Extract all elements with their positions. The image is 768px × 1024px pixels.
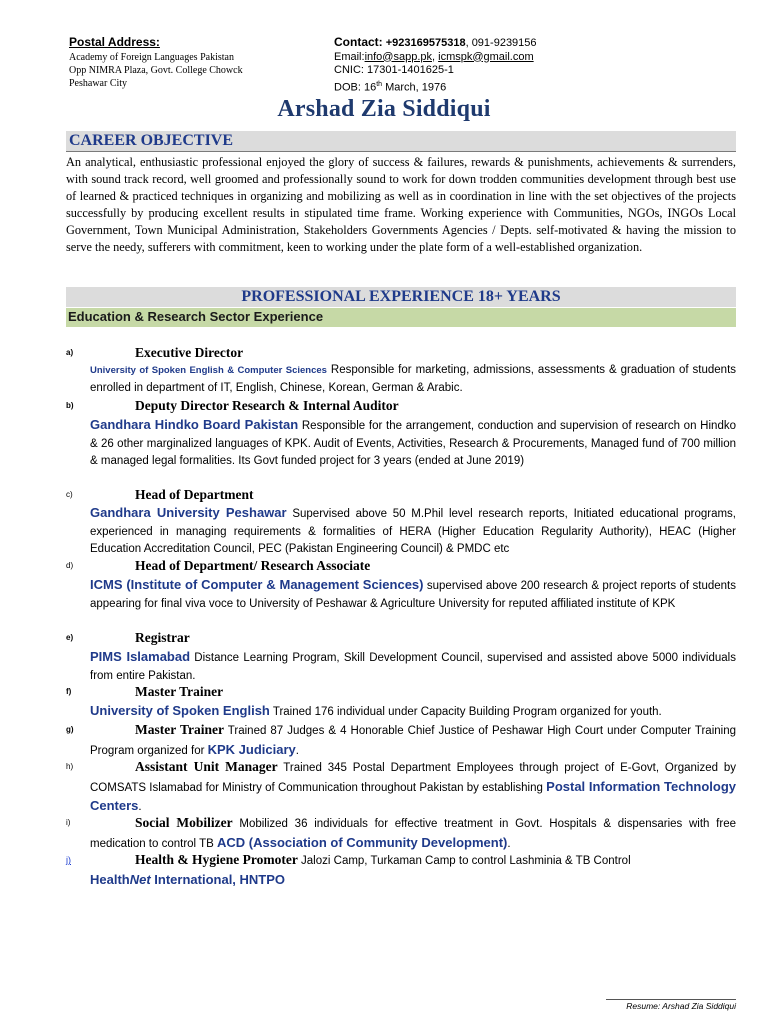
career-objective-title: CAREER OBJECTIVE bbox=[69, 132, 234, 149]
contact-label: Contact: bbox=[334, 35, 383, 49]
career-objective-text: An analytical, enthusiastic professional enjoyed the glory of success & failures, rewards & punishments, achievements & surrenders, with sound track record, well groomed and professionally sound to work for down trodden communities development through best use of learned & practiced techniques in organizing and mobilizing as well as in coordination in line with the set objectives of the projects successfully by producing excellent results in stipulated time frame. Working experience with Communities, NGOs, INGOs Local Government, Town Municipal Administration, Stakeholders Governments Agencies / Depts. self-motivated & having the mission to serve the needy, sufferers with commitment, keen to working under the plate form of a well-established organization. bbox=[66, 155, 736, 254]
entry-marker[interactable]: j) bbox=[66, 855, 71, 865]
entry-description-end: . bbox=[138, 801, 142, 813]
entry-body bbox=[90, 721, 736, 760]
entry-title: Master Trainer bbox=[135, 684, 224, 699]
dob-suffix: March, 1976 bbox=[382, 81, 447, 94]
entry-marker: g) bbox=[66, 725, 74, 734]
postal-line: Peshawar City bbox=[69, 78, 128, 89]
entry-title: Assistant Unit Manager bbox=[135, 759, 278, 774]
entry-organization: ACD (Association of Community Development) bbox=[217, 834, 508, 850]
entry-description: Responsible for the arrangement, conduction and supervision of research on Hindko & 26 other marginalized languages of KPK. Audit of Events, Activities, Research & Procurements, Managed fund of 700 million & managed legal formalities. Its Govt funded project for 3 years (ended at June 2019) bbox=[90, 420, 736, 467]
entry-description: Mobilized 36 individuals for effective treatment in Govt. Hospitals & dispensaries with free medication to control TB bbox=[90, 818, 736, 850]
career-objective-bar bbox=[66, 131, 736, 152]
entry-description-end: . bbox=[507, 837, 511, 850]
phone-primary: +923169575318 bbox=[385, 37, 466, 49]
entry-title: Master Trainer bbox=[135, 722, 224, 737]
contact-block bbox=[334, 36, 754, 95]
org-part-net: Net bbox=[129, 871, 151, 887]
entry-organization bbox=[90, 872, 285, 887]
entry-description: supervised above 200 research & project reports of students appearing for final viva voce to University of Peshawar & Agriculture University for reputed affiliated institute of KPK bbox=[90, 580, 736, 610]
email-separator: , bbox=[432, 50, 439, 63]
entry-description: Supervised above 50 M.Phil level research reports, Initiated educational programs, experienced in managing requirements & formalities of HERA (Higher Education Regularity Authority), HEAC (Higher Education Accreditation Council, PEC (Pakistan Engineering Council) & PMDC etc bbox=[90, 508, 736, 555]
entry-organization: Gandhara University Peshawar bbox=[90, 505, 287, 520]
entry-organization: KPK Judiciary bbox=[207, 741, 296, 757]
entry-title: Health & Hygiene Promoter bbox=[135, 852, 298, 867]
entry-description: Trained 87 Judges & 4 Honorable Chief Justice of Peshawar High Court under Computer Training Program organized for bbox=[90, 725, 736, 757]
phone-secondary: , 091-9239156 bbox=[465, 37, 537, 49]
entry-marker: i) bbox=[66, 818, 71, 827]
entry-title: Registrar bbox=[135, 630, 190, 645]
dob-sup: th bbox=[376, 80, 383, 88]
entry-marker: d) bbox=[66, 561, 74, 570]
entry-description: Distance Learning Program, Skill Development Council, supervised and assisted above 5000 individuals from entire Pakistan. bbox=[90, 652, 736, 682]
org-part-health: Health bbox=[90, 871, 130, 887]
email-link-1[interactable]: info@sapp.pk bbox=[364, 50, 432, 63]
entry-organization: University of Spoken English bbox=[90, 703, 270, 718]
email-link-2[interactable]: icmspk@gmail.com bbox=[438, 50, 534, 63]
entry-body bbox=[90, 504, 736, 559]
email-label: Email: bbox=[334, 50, 365, 63]
entry-description-end: . bbox=[295, 744, 299, 757]
postal-address-block bbox=[69, 36, 329, 90]
entry-organization: PIMS Islamabad bbox=[90, 649, 191, 664]
entry-marker: a) bbox=[66, 348, 74, 357]
entry-body bbox=[90, 416, 736, 471]
entry-body bbox=[90, 814, 736, 853]
postal-address-label: Postal Address: bbox=[69, 35, 160, 49]
entry-title: Head of Department bbox=[135, 487, 254, 502]
entry-title: Executive Director bbox=[135, 345, 244, 360]
entry-body bbox=[90, 648, 736, 685]
entry-body bbox=[90, 758, 736, 817]
entry-description: Jalozi Camp, Turkaman Camp to control Lashminia & TB Control bbox=[297, 855, 631, 867]
entry-body bbox=[90, 576, 736, 613]
entry-marker: c) bbox=[66, 490, 73, 499]
entry-marker: f) bbox=[66, 687, 72, 696]
experience-heading-bar bbox=[66, 287, 736, 307]
dob-prefix: DOB: 16 bbox=[334, 81, 377, 94]
postal-line: Academy of Foreign Languages Pakistan bbox=[69, 52, 234, 63]
entry-organization: University of Spoken English & Computer Sciences bbox=[90, 365, 327, 376]
entry-description: Trained 176 individual under Capacity Building Program organized for youth. bbox=[269, 706, 662, 718]
candidate-name: Arshad Zia Siddiqui bbox=[277, 96, 491, 122]
sector-heading: Education & Research Sector Experience bbox=[68, 309, 324, 324]
entry-title: Head of Department/ Research Associate bbox=[135, 558, 371, 573]
dob-line bbox=[334, 78, 754, 95]
entry-organization: ICMS (Institute of Computer & Management Sciences) bbox=[90, 577, 424, 592]
cnic-line: CNIC: 17301-1401625-1 bbox=[334, 64, 454, 76]
entry-description: Trained 345 Postal Department Employees through project of E-Govt, Organized by COMSATS Islamabad for Ministry of Communication throughout Pakistan by establishing bbox=[90, 762, 736, 794]
entry-body bbox=[90, 702, 736, 722]
entry-marker: b) bbox=[66, 401, 74, 410]
entry-title: Social Mobilizer bbox=[135, 815, 233, 830]
entry-title: Deputy Director Research & Internal Auditor bbox=[135, 398, 399, 413]
experience-heading: PROFESSIONAL EXPERIENCE 18+ YEARS bbox=[241, 288, 561, 305]
contact-phone-line bbox=[334, 36, 754, 51]
entry-marker: e) bbox=[66, 633, 74, 642]
entry-body bbox=[90, 851, 736, 890]
entry-marker: h) bbox=[66, 762, 74, 771]
postal-line: Opp NIMRA Plaza, Govt. College Chowck bbox=[69, 65, 243, 76]
entry-description: Responsible for marketing, admissions, assessments & graduation of students enrolled in department of IT, English, Chinese, Korean, German & Arabic. bbox=[90, 364, 737, 394]
entry-body bbox=[90, 362, 736, 397]
entry-organization: Postal Information Technology Centers bbox=[90, 778, 736, 813]
org-part-international: International, HNTPO bbox=[150, 871, 286, 887]
page-footer: Resume: Arshad Zia Siddiqui bbox=[606, 999, 736, 1013]
entry-organization: Gandhara Hindko Board Pakistan bbox=[90, 417, 299, 432]
sector-heading-bar bbox=[66, 308, 736, 327]
email-line bbox=[334, 51, 754, 65]
